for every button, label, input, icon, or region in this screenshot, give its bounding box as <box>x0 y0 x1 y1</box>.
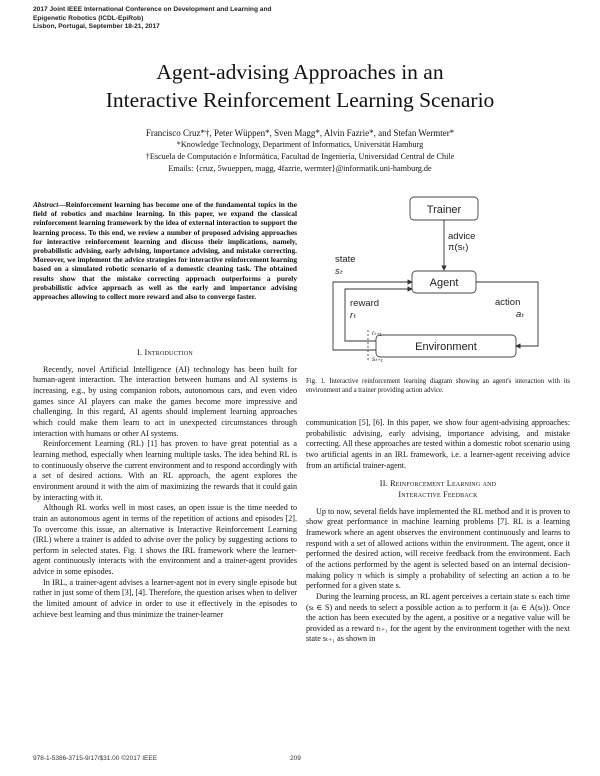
next-state-symbol: sₜ₊₁ <box>372 356 383 363</box>
conference-line-1: 2017 Joint IEEE International Conference on Development and Learning and <box>33 6 272 13</box>
advice-symbol: π(sₜ) <box>448 242 469 253</box>
footer-copyright: 978-1-5386-3715-9/17/$31.00 ©2017 IEEE <box>33 755 158 762</box>
figure-1-caption: Fig. 1. Interactive reinforcement learning diagram showing an agent's interaction with its environment and a trainer providing action advice. <box>306 378 570 394</box>
author-emails: Emails: {cruz, 5wueppen, magg, 4fazrie, wermter}@informatik.uni-hamburg.de <box>168 164 432 173</box>
advice-label: advice <box>448 231 476 242</box>
next-reward-symbol: rₜ₊₁ <box>372 330 382 337</box>
paper-title <box>0 58 600 114</box>
right-paragraph-continued: communication [5], [6]. In this paper, we show four agent-advising approaches: probabilistic advising, early advising, importance advising, and mistake correcting. All these approaches are tested within a domestic robot scenario using two artificial agents in an IRL framework, i.e. a learner-agent receiving advice from an artificial trainer-agent. <box>306 418 570 470</box>
abstract <box>33 200 297 301</box>
conference-header <box>33 6 272 32</box>
state-symbol: sₜ <box>335 266 343 277</box>
title-line-2: Interactive Reinforcement Learning Scenario <box>105 88 495 112</box>
intro-paragraph-4: In IRL, a trainer-agent advises a learner-agent not in every single episode but rather in just some of them [3], [4]. Therefore, the question arises when to deliver the limited amount of advice in order to use it effectively in the episodes to achieve best learning and thus minimize the trainer-learner <box>33 577 297 619</box>
trainer-label: Trainer <box>426 204 462 216</box>
right-column <box>306 418 570 645</box>
action-label: action <box>495 297 521 308</box>
title-line-1: Agent-advising Approaches in an <box>156 60 444 84</box>
state-label: state <box>335 254 356 265</box>
intro-paragraph-1: Recently, novel Artificial Intelligence (AI) technology has been built for human-agent interaction. The interaction between humans and AI systems is increasing, e.g., by using companion robots, autonomous cars, and even video games since AI players can make the games become more impressive and challenging. In this regard, AI agents should implement learning approaches which could make them learn to act in unexpected circumstances through interaction with humans or other AI systems. <box>33 364 297 438</box>
section-heading-introduction: I. Introduction <box>137 348 193 357</box>
authors: Francisco Cruz*†, Peter Wüppen*, Sven Magg*, Alvin Fazrie*, and Stefan Wermter* <box>145 128 455 138</box>
rl-paragraph-2: During the learning process, an RL agent perceives a certain state sₜ each time (sₜ ∈ S) and needs to select a possible action aₜ to perform it (aₜ ∈ A(sₜ)). Once the action has been executed by the agent, a positive or a negative value will be provided as a reward rₜ₊₁ for the agent by the environment together with the next state sₜ₊₁ as shown in <box>306 591 570 644</box>
abstract-text: —Reinforcement learning has become one of the fundamental topics in the field of robotics and machine learning. In this paper, we expand the classical reinforcement learning framework by the idea of external interaction to support the learning process. To this end, we review a number of proposed advising approaches for interactive reinforcement learning and discuss their implications, namely, probabilistic advising, early advising, importance advising, and mistake correcting. Moreover, we implement the advice strategies for interactive reinforcement learning based on a simulated robotic scenario of a domestic cleaning task. The obtained results show that the mistake correcting approach outperforms a purely probabilistic advice approach as well as the early and importance advising approaches allowing to collect more reward and also to converge faster. <box>33 200 297 302</box>
action-symbol: aₜ <box>516 309 525 320</box>
conference-line-2: Epigenetic Robotics (ICDL-EpiRob) <box>33 14 144 22</box>
abstract-label: Abstract <box>33 200 59 209</box>
page-number: 209 <box>290 755 301 762</box>
section-2-heading-line-2: Interactive Feedback <box>398 489 478 499</box>
affiliation-2: †Escuela de Computación e Informática, Facultad de Ingeniería, Universidad Central de Chile <box>145 152 455 161</box>
affiliation-1: *Knowledge Technology, Department of Informatics, Universität Hamburg <box>176 140 424 149</box>
rl-paragraph-1: Up to now, several fields have implemented the RL method and it is proven to show great performance in machine learning problems [7]. RL is a learning framework where an agent observes the environment continuously and learns to respond with a set of allowed actions within the environment. The agent, once it performed the desired action, will receive feedback from the environment. Each of the actions performed by the agent is selected based on an internal decision-making policy π which is simply a probability of selecting an action a to be performed for a given state s. <box>306 506 570 591</box>
irl-diagram-svg <box>306 190 570 380</box>
intro-paragraph-2: Reinforcement Learning (RL) [1] has proven to have great potential as a learning method, especially when learning multiple tasks. The idea behind RL is to continuously observe the current environment and to respond accordingly with a set of desired actions. With an RL approach, the agent explores the environment around it with the aim of maximizing the rewards that it could gain by interacting with it. <box>33 439 297 502</box>
figure-1-irl-diagram <box>306 190 570 380</box>
environment-label: Environment <box>415 341 477 353</box>
section-2-heading-line-1: II. Reinforcement Learning and <box>379 479 497 489</box>
conference-line-3: Lisbon, Portugal, September 18-21, 2017 <box>33 23 160 31</box>
left-column <box>33 340 297 620</box>
intro-paragraph-3: Although RL works well in most cases, an open issue is the time needed to train an autonomous agent in terms of the repetition of actions and episodes [2]. To overcome this issue, an alternative is Interactive Reinforcement Learning (IRL) where a trainer is added to advise over the policy by suggesting actions to perform in selected states. Fig. 1 shows the IRL framework where the learner-agent continuously interacts with the environment and a trainer-agent provides advice in some episodes. <box>33 503 297 577</box>
reward-label: reward <box>350 298 380 309</box>
section-heading-rl <box>306 479 570 500</box>
agent-label: Agent <box>429 277 459 289</box>
reward-symbol: rₜ <box>350 310 356 321</box>
